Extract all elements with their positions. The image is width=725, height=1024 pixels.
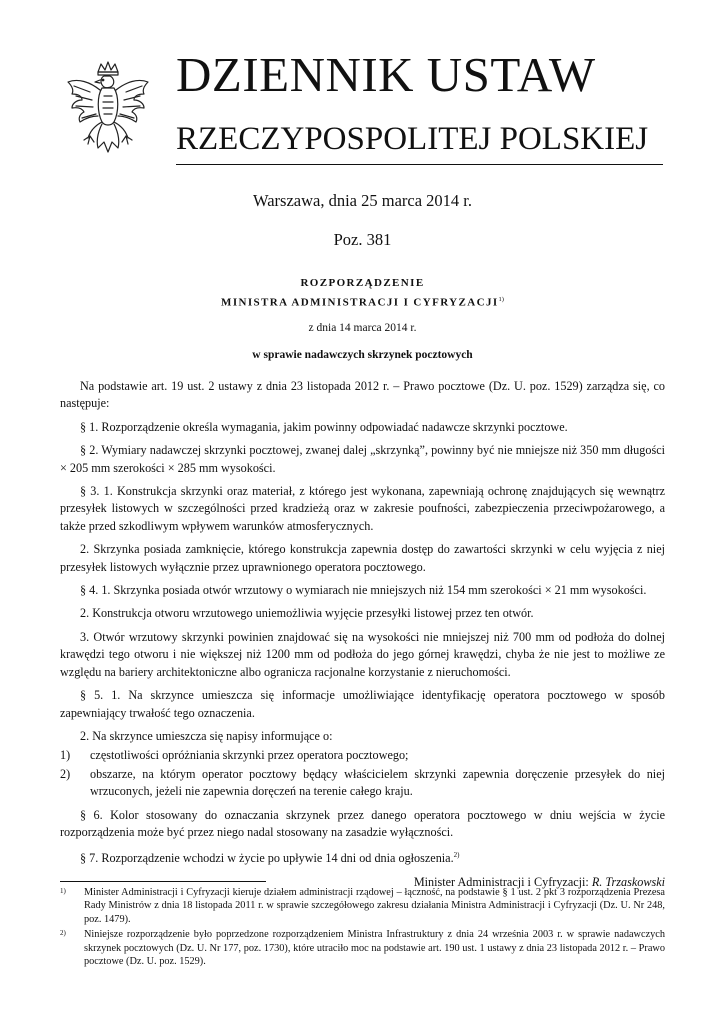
journal-subtitle: RZECZYPOSPOLITEJ POLSKIEJ — [176, 121, 649, 157]
list-item-text: obszarze, na którym operator pocztowy będący właścicielem skrzynki zapewnia doręczenie przesyłek do niej wrzuconych, jeżeli nie zapewnia doręczeń na terenie całego kraju. — [90, 766, 665, 799]
white-eagle-emblem-icon — [60, 60, 156, 160]
paragraph-6: § 6. Kolor stosowany do oznaczania skrzynek przez danego operatora pocztowego w dniu wejścia w życie rozporządzenia może być przez niego nadal stosowany na zasadzie wyłączności. — [60, 807, 665, 839]
paragraph-4-3: 3. Otwór wrzutowy skrzynki powinien znajdować się na wysokości nie mniejszej niż 700 mm od podłoża do dolnej krawędzi tego otworu i nie większej niż 1200 mm od podłoża do jego górnej krawędzi, chyba że nie jest to możliwe ze względu na bariery architektoniczne albo ogranicza racjonalne korzystanie z nieruchomości. — [60, 629, 665, 679]
paragraph-1: § 1. Rozporządzenie określa wymagania, jakim powinny odpowiadać nadawcze skrzynki pocztowe. — [80, 419, 568, 434]
journal-title: DZIENNIK USTAW — [176, 47, 596, 102]
paragraph-7 — [60, 847, 665, 867]
paragraph-7-text: § 7. Rozporządzenie wchodzi w życie po upływie 14 dni od dnia ogłoszenia. — [80, 851, 454, 866]
position-number: Poz. 381 — [333, 230, 392, 249]
list-item — [60, 747, 665, 764]
signature-name: R. Trzaskowski — [591, 874, 665, 889]
signature-role: Minister Administracji i Cyfryzacji: — [413, 874, 592, 889]
masthead-rule — [176, 164, 663, 165]
paragraph-5-2: 2. Na skrzynce umieszcza się napisy informujące o: — [80, 728, 333, 743]
footnote-mark: 2) — [60, 929, 66, 938]
footnote — [60, 928, 665, 968]
publication-place-date: Warszawa, dnia 25 marca 2014 r. — [252, 191, 473, 210]
act-issuer — [0, 296, 725, 309]
footnote — [60, 886, 665, 926]
act-date: z dnia 14 marca 2014 r. — [308, 322, 417, 334]
paragraph-5-1: § 5. 1. Na skrzynce umieszcza się informacje umożliwiające identyfikację operatora pocztowego w sposób zapewniający trwałość tego oznaczenia. — [60, 688, 665, 720]
footnote-mark: 1) — [60, 887, 66, 895]
paragraph-4-1: § 4. 1. Skrzynka posiada otwór wrzutowy o wymiarach nie mniejszych niż 154 mm szerokości × 21 mm wysokości. — [80, 583, 647, 598]
paragraph-4-2: 2. Konstrukcja otworu wrzutowego uniemożliwia wyjęcie przesyłki listowej przez ten otwór. — [80, 606, 534, 621]
act-issuer-text: MINISTRA ADMINISTRACJI I CYFRYZACJI — [221, 296, 499, 309]
list-item — [60, 766, 665, 801]
footnote-ref-2: 2) — [453, 851, 460, 860]
footnote-text: Niniejsze rozporządzenie było poprzedzone rozporządzeniem Ministra Infrastruktury z dnia 24 września 2003 r. w sprawie nadawczych skrzynek pocztowych (Dz. U. Nr 177, poz. 1730), które utraciło moc na podstawie art. 190 ust. 1 ustawy z dnia 23 listopada 2012 r. – Prawo pocztowe (Dz. U. poz. 1529). — [84, 929, 665, 968]
act-type: ROZPORZĄDZENIE — [300, 277, 425, 289]
footnote-ref-1: 1) — [498, 296, 504, 303]
footnote-separator — [60, 881, 266, 882]
footnote-text: Minister Administracji i Cyfryzacji kieruje działem administracji rządowej – łączność, na podstawie § 1 ust. 2 pkt 3 rozporządzenia Prezesa Rady Ministrów z dnia 18 listopada 2011 r. w sprawie szczegółowego zakresu działania Ministra Administracji i Cyfryzacji (Dz. U. Nr 248, poz. 1479). — [84, 887, 665, 925]
paragraph-3-1: § 3. 1. Konstrukcja skrzynki oraz materiał, z którego jest wykonana, zapewniają ochronę znajdujących się wewnątrz przesyłek listowych w szczególności przed kradzieżą oraz w zakresie poufności, zabezpieczenia przeciwpożarowego, a także przed szkodliwym wpływem warunków atmosferycznych. — [60, 484, 665, 533]
list-item-text: częstotliwości opróżniania skrzynki przez operatora pocztowego; — [90, 748, 409, 763]
paragraph-3-2: 2. Skrzynka posiada zamknięcie, którego konstrukcja zapewnia dostęp do zawartości skrzynki w celu wyjęcia z niej przesyłek listowych wyłącznie przez uprawnionego operatora pocztowego. — [60, 542, 665, 574]
act-subject: w sprawie nadawczych skrzynek pocztowych — [252, 349, 473, 361]
footnotes — [60, 886, 665, 970]
paragraph-2: § 2. Wymiary nadawczej skrzynki pocztowej, zwanej dalej „skrzynką”, powinny być nie mniejsze niż 350 mm długości × 205 mm szerokości × 285 mm wysokości. — [60, 443, 665, 475]
list-item-number: 1) — [60, 748, 71, 763]
act-body — [60, 378, 665, 897]
list-item-number: 2) — [60, 766, 71, 781]
preamble: Na podstawie art. 19 ust. 2 ustawy z dnia 23 listopada 2012 r. – Prawo pocztowe (Dz. U. poz. 1529) zarządza się, co następuje: — [60, 379, 665, 411]
